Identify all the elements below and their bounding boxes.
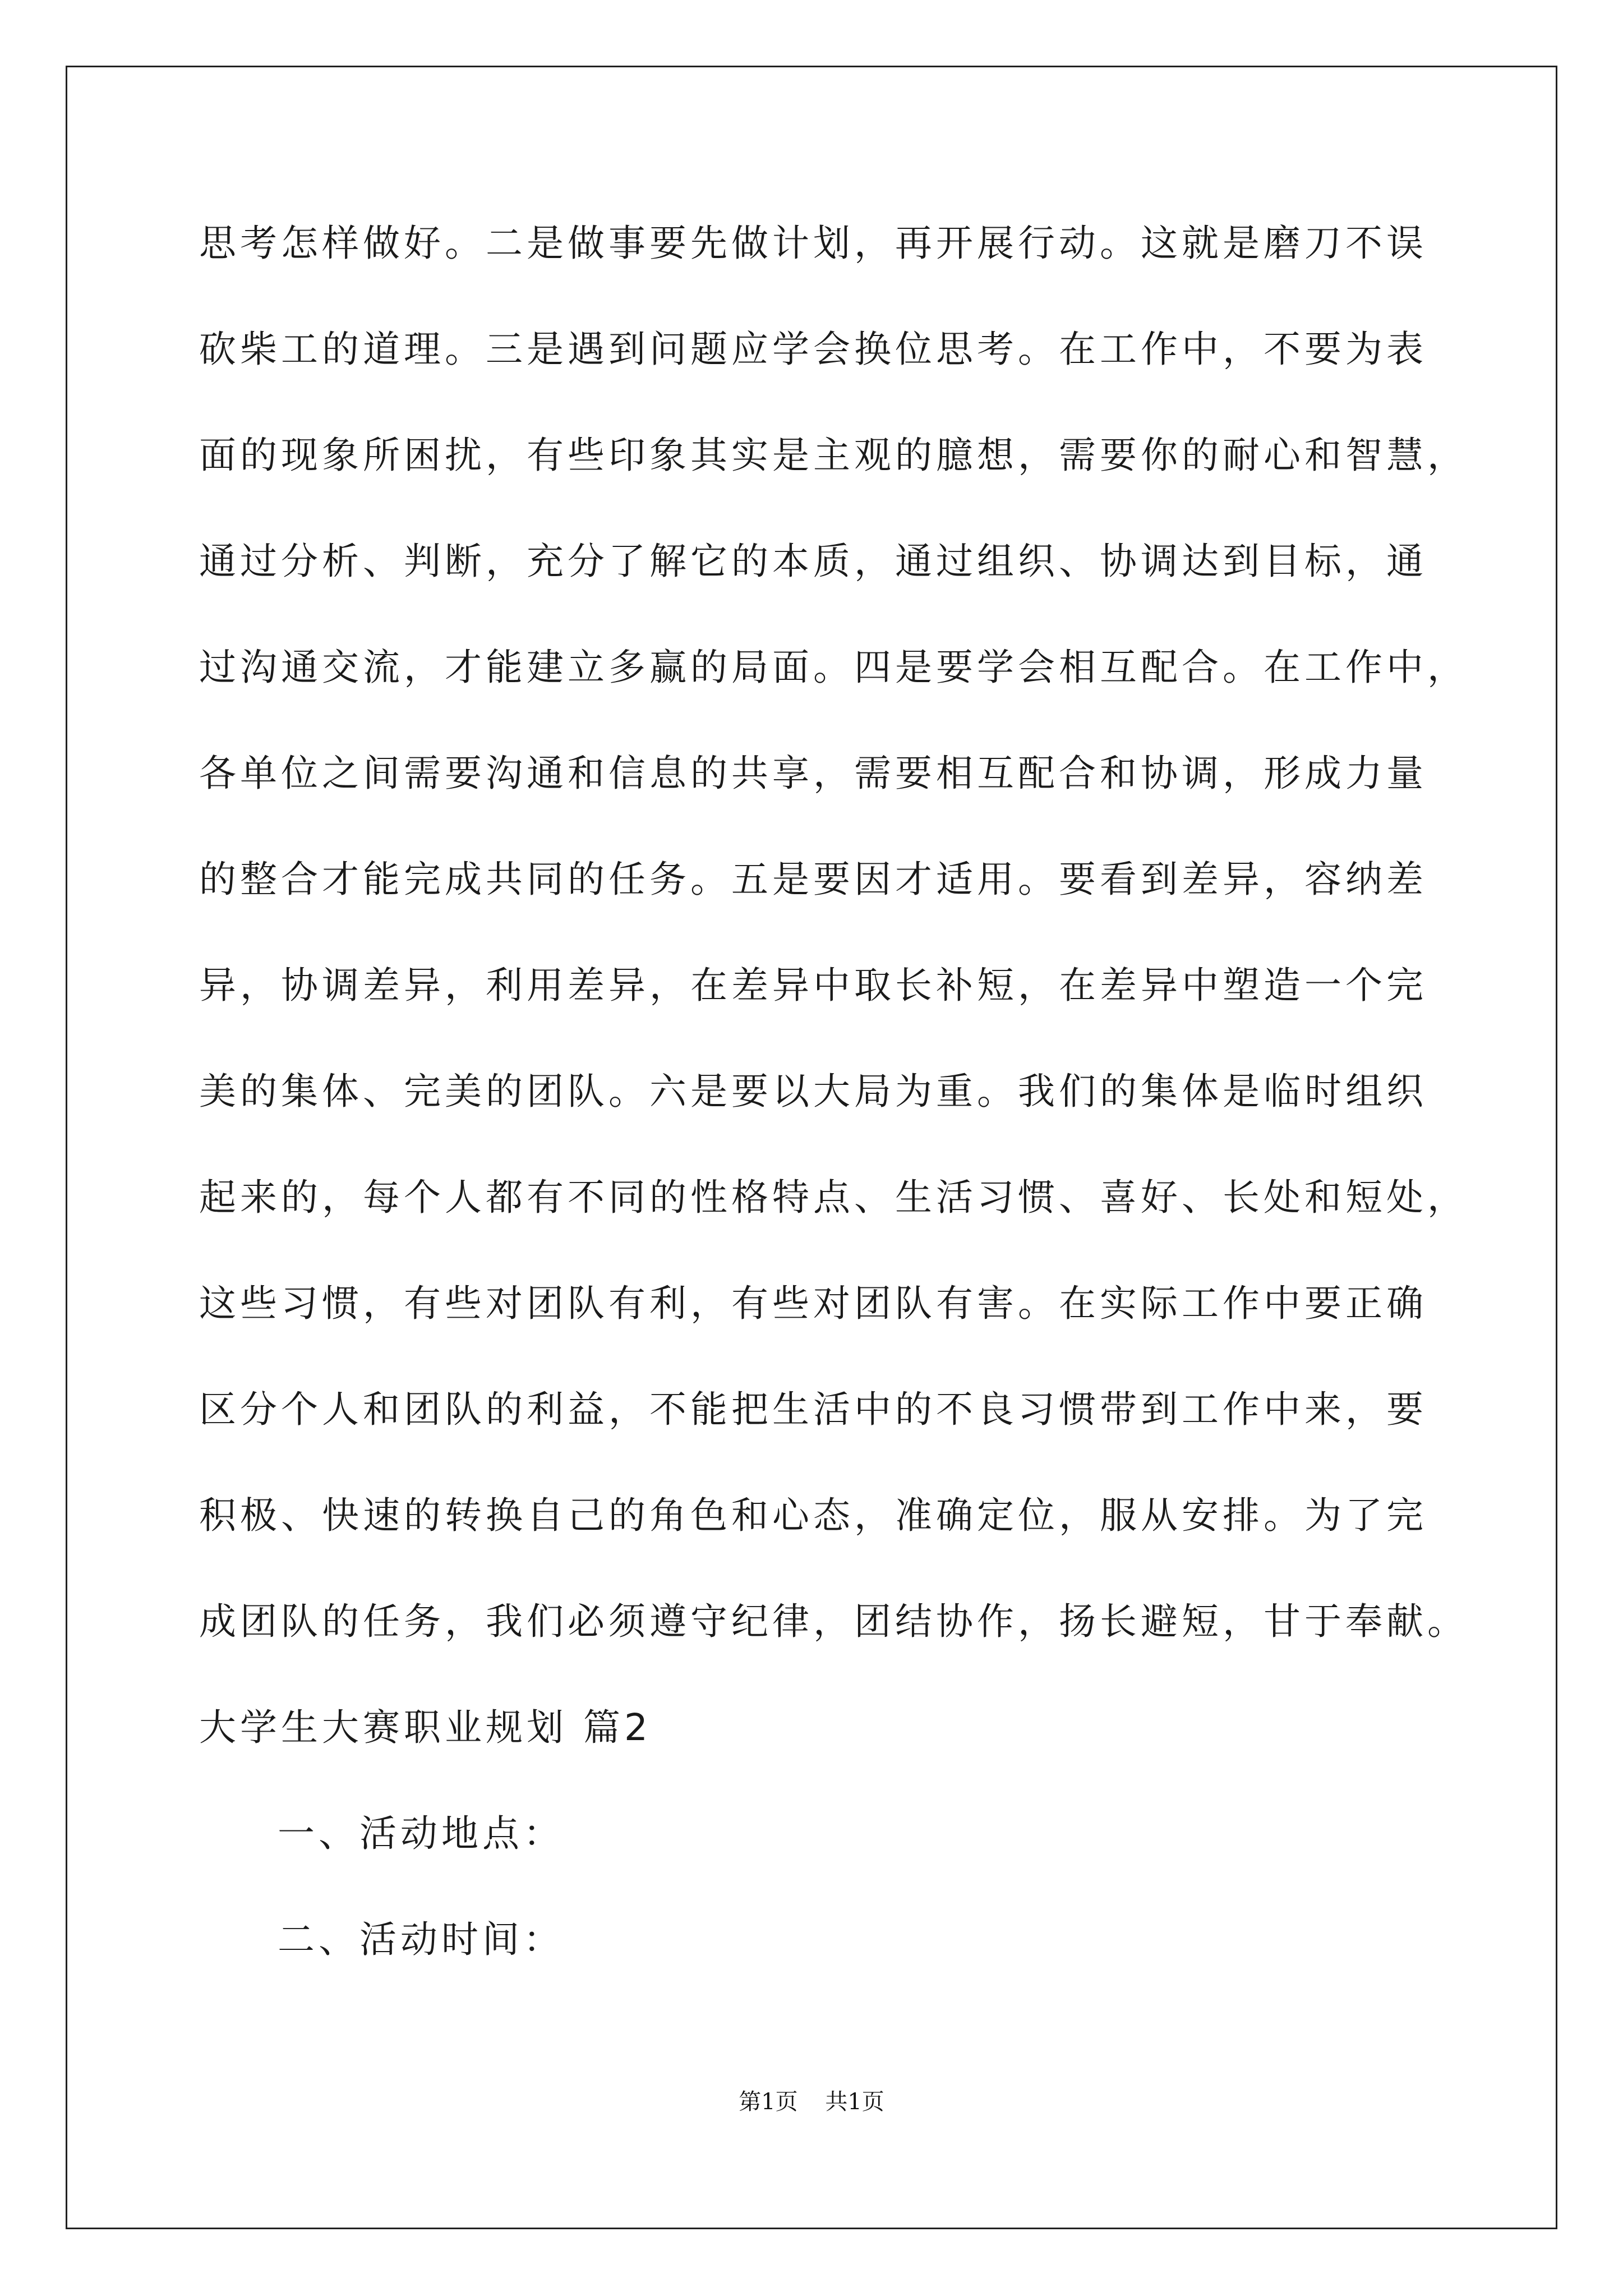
- paragraph-line: 起来的，每个人都有不同的性格特点、生活习惯、喜好、长处和短处，: [199, 1176, 1468, 1219]
- paragraph-line: 思考怎样做好。二是做事要先做计划，再开展行动。这就是磨刀不误: [199, 222, 1427, 265]
- paragraph-line: 各单位之间需要沟通和信息的共享，需要相互配合和协调，形成力量: [199, 752, 1427, 795]
- paragraph-line: 异，协调差异，利用差异，在差异中取长补短，在差异中塑造一个完: [199, 964, 1427, 1007]
- paragraph-line: 过沟通交流，才能建立多赢的局面。四是要学会相互配合。在工作中，: [199, 646, 1468, 689]
- section-title: 大学生大赛职业规划 篇2: [199, 1706, 652, 1749]
- page-number-total: 共1页: [825, 2089, 884, 2115]
- page-number-current: 第1页: [739, 2089, 798, 2115]
- paragraph-line: 这些习惯，有些对团队有利，有些对团队有害。在实际工作中要正确: [199, 1282, 1427, 1325]
- paragraph-line: 的整合才能完成共同的任务。五是要因才适用。要看到差异，容纳差: [199, 858, 1427, 901]
- page-border: [66, 66, 1557, 2229]
- paragraph-line: 区分个人和团队的利益，不能把生活中的不良习惯带到工作中来，要: [199, 1388, 1427, 1431]
- paragraph-line: 积极、快速的转换自己的角色和心态，准确定位，服从安排。为了完: [199, 1494, 1427, 1537]
- list-item-location: 一、活动地点：: [278, 1812, 564, 1855]
- paragraph-line: 面的现象所困扰，有些印象其实是主观的臆想，需要你的耐心和智慧，: [199, 434, 1468, 477]
- paragraph-line: 通过分析、判断，充分了解它的本质，通过组织、协调达到目标，通: [199, 540, 1427, 583]
- paragraph-line: 砍柴工的道理。三是遇到问题应学会换位思考。在工作中，不要为表: [199, 328, 1427, 371]
- list-item-time: 二、活动时间：: [278, 1918, 564, 1961]
- page-footer: [0, 2085, 1623, 2119]
- paragraph-line: 成团队的任务，我们必须遵守纪律，团结协作，扬长避短，甘于奉献。: [199, 1600, 1468, 1643]
- paragraph-line: 美的集体、完美的团队。六是要以大局为重。我们的集体是临时组织: [199, 1070, 1427, 1113]
